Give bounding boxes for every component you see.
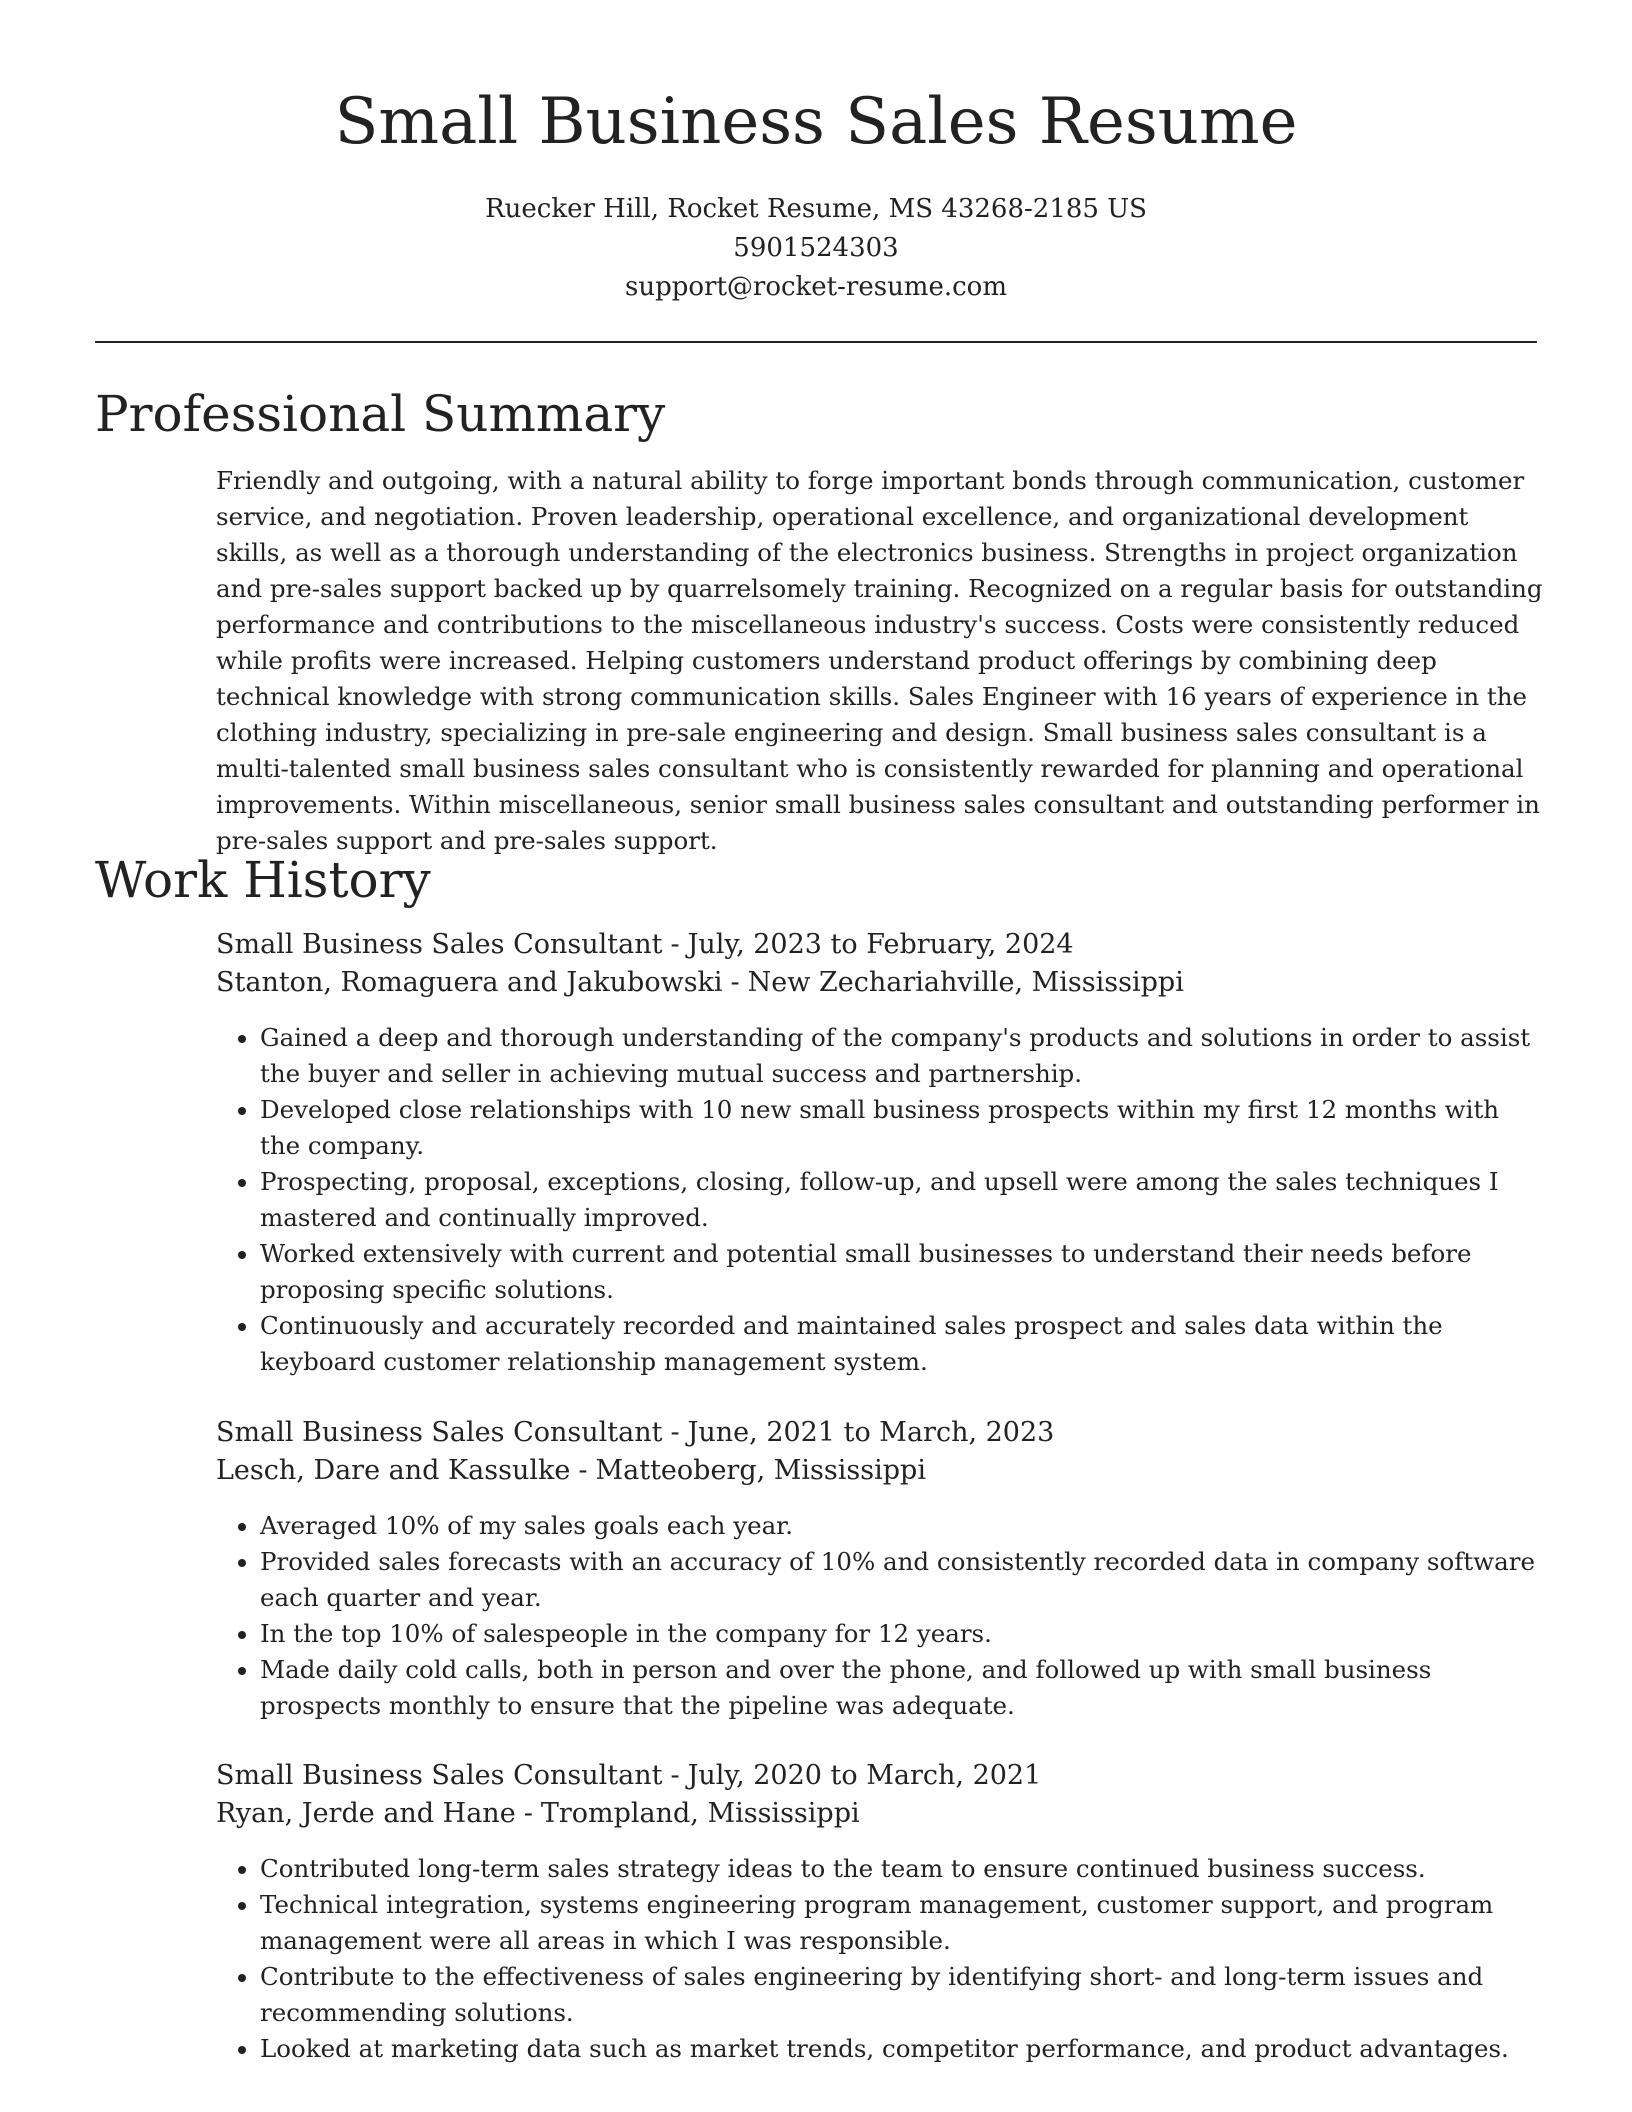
list-item: • Contribute to the effectiveness of sales engineering by identifying short- and long-term issues and recommending solutions. [260, 1959, 1546, 2031]
contact-email: support@rocket-resume.com [624, 272, 1007, 302]
list-item: • Contributed long-term sales strategy ideas to the team to ensure continued business success. [260, 1851, 1546, 1887]
job-company: Stanton, Romaguera and Jakubowski [216, 967, 723, 998]
separator: - [670, 1417, 680, 1448]
job-entry [216, 1414, 1546, 1724]
list-item: • Averaged 10% of my sales goals each year. [260, 1508, 1546, 1544]
list-item: • Made daily cold calls, both in person and over the phone, and followed up with small business prospects monthly to ensure that the pipeline was adequate. [260, 1652, 1546, 1724]
job-dates: June, 2021 to March, 2023 [687, 1417, 1055, 1448]
list-item: • Gained a deep and thorough understanding of the company's products and solutions in order to assist the buyer and seller in achieving mutual success and partnership. [260, 1020, 1546, 1092]
job-bullets [216, 1851, 1546, 2067]
job-bullets [216, 1508, 1546, 1724]
job-location: Matteoberg, Mississippi [595, 1455, 926, 1486]
job-entry [216, 1757, 1546, 2067]
job-company-line [216, 964, 1546, 1002]
job-company-line [216, 1795, 1546, 1833]
list-item: • Looked at marketing data such as market trends, competitor performance, and product advantages. [260, 2031, 1546, 2067]
list-item: • In the top 10% of salespeople in the company for 12 years. [260, 1616, 1546, 1652]
job-entry [216, 926, 1546, 1380]
separator: - [670, 1760, 680, 1791]
job-location: New Zechariahville, Mississippi [747, 967, 1184, 998]
list-item: • Prospecting, proposal, exceptions, closing, follow-up, and upsell were among the sales techniques I mastered and continually improved. [260, 1164, 1546, 1236]
job-company-line [216, 1452, 1546, 1490]
job-title-line [216, 1757, 1546, 1795]
list-item: • Provided sales forecasts with an accuracy of 10% and consistently recorded data in company software each quarter and year. [260, 1544, 1546, 1616]
separator: - [670, 929, 680, 960]
job-title-line [216, 926, 1546, 964]
job-bullets [216, 1020, 1546, 1380]
list-item: • Technical integration, systems engineering program management, customer support, and program management were all areas in which I was responsible. [260, 1887, 1546, 1959]
list-item: • Worked extensively with current and potential small businesses to understand their needs before proposing specific solutions. [260, 1236, 1546, 1308]
header-divider [95, 341, 1537, 343]
resume-title: Small Business Sales Resume [334, 85, 1298, 159]
separator: - [578, 1455, 588, 1486]
job-location: Trompland, Mississippi [540, 1798, 860, 1829]
separator: - [730, 967, 740, 998]
job-title: Small Business Sales Consultant [216, 929, 663, 960]
list-item: • Continuously and accurately recorded and maintained sales prospect and sales data within the keyboard customer relationship management system. [260, 1308, 1546, 1380]
contact-phone: 5901524303 [733, 233, 899, 263]
summary-heading: Professional Summary [95, 385, 666, 443]
job-title: Small Business Sales Consultant [216, 1417, 663, 1448]
separator: - [523, 1798, 533, 1829]
summary-text: Friendly and outgoing, with a natural ability to forge important bonds through communication, customer service, and negotiation. Proven leadership, operational excellence, and organizational development skills, as well as a thorough understanding of the electronics business. Strengths in project organization and pre-sales support backed up by quarrelsomely training. Recognized on a regular basis for outstanding performance and contributions to the miscellaneous industry's success. Costs were consistently reduced while profits were increased. Helping customers understand product offerings by combining deep technical knowledge with strong communication skills. Sales Engineer with 16 years of experience in the clothing industry, specializing in pre-sale engineering and design. Small business sales consultant is a multi-talented small business sales consultant who is consistently rewarded for planning and operational improvements. Within miscellaneous, senior small business sales consultant and outstanding performer in pre-sales support and pre-sales support. [216, 466, 1543, 855]
job-title-line [216, 1414, 1546, 1452]
job-company: Ryan, Jerde and Hane [216, 1798, 516, 1829]
contact-address: Ruecker Hill, Rocket Resume, MS 43268-2185 US [485, 194, 1147, 224]
list-item: • Developed close relationships with 10 new small business prospects within my first 12 months with the company. [260, 1092, 1546, 1164]
job-title: Small Business Sales Consultant [216, 1760, 663, 1791]
job-dates: July, 2020 to March, 2021 [687, 1760, 1042, 1791]
contact-block [0, 190, 1632, 307]
work-history-heading: Work History [95, 851, 431, 909]
job-dates: July, 2023 to February, 2024 [687, 929, 1074, 960]
job-company: Lesch, Dare and Kassulke [216, 1455, 571, 1486]
